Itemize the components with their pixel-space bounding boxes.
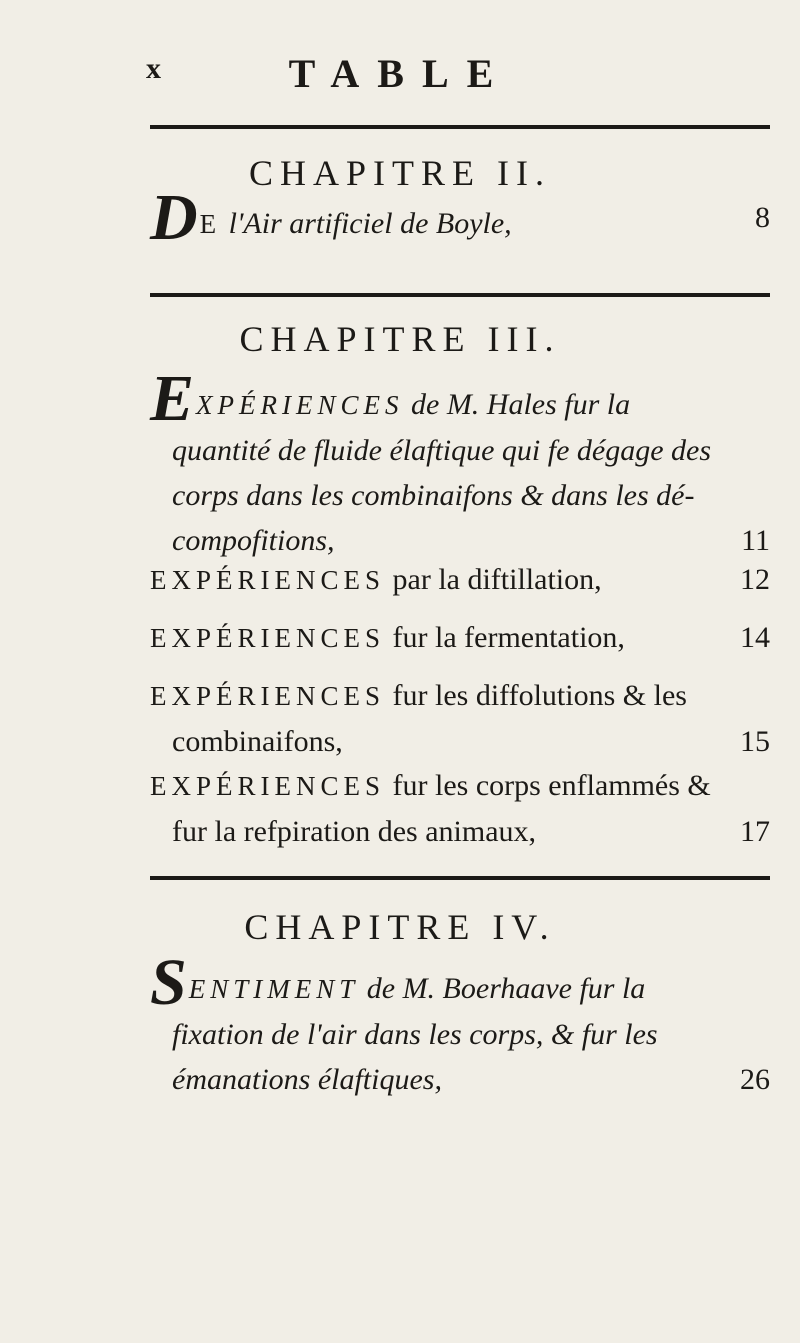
- entry-page: 26: [740, 1063, 770, 1096]
- drop-cap: E: [150, 362, 195, 435]
- entry-page: 17: [740, 815, 770, 848]
- entry-page: 8: [755, 201, 770, 234]
- entry-lead: E: [199, 209, 222, 239]
- chapter-3-entry-5: [150, 763, 770, 854]
- entry-lead: EXPÉRIENCES: [150, 771, 386, 801]
- entry-lead: EXPÉRIENCES: [150, 623, 386, 653]
- entry-lead: ENTIMENT: [188, 974, 360, 1004]
- entry-text: émanations élaftiques,: [172, 1063, 442, 1096]
- chapter-2-entry: [150, 181, 770, 254]
- chapter-3-entry-4: [150, 673, 770, 764]
- drop-cap: D: [150, 181, 198, 254]
- entry-text: quantité de fluide élaftique qui fe dégage des: [172, 434, 712, 467]
- entry-text: corps dans les combinaifons & dans les dé-: [172, 479, 695, 512]
- entry-text: l'Air artificiel de Boyle,: [228, 207, 512, 240]
- page-number: x: [146, 52, 161, 85]
- entry-text: compofitions,: [172, 524, 335, 557]
- chapter-3-heading: CHAPITRE III.: [239, 319, 561, 359]
- entry-lead: EXPÉRIENCES: [150, 681, 386, 711]
- entry-text: fur la refpiration des animaux,: [172, 815, 537, 848]
- top-rule: [150, 125, 770, 129]
- entry-text: fixation de l'air dans les corps, & fur les: [172, 1018, 658, 1051]
- entry-text: de M. Boerhaave fur la: [366, 972, 646, 1005]
- chapter-3-entry-1: [150, 362, 770, 563]
- entry-text: fur les diffolutions & les: [392, 679, 687, 712]
- entry-text: fur les corps enflammés &: [392, 769, 711, 802]
- drop-cap: S: [150, 946, 187, 1019]
- running-title: TABLE: [288, 51, 512, 96]
- entry-text: fur la fermentation,: [392, 621, 625, 654]
- chapter-3-entry-3: [150, 615, 770, 661]
- entry-text: par la diftillation,: [392, 563, 602, 596]
- entry-text: de M. Hales fur la: [411, 388, 631, 421]
- entry-lead: XPÉRIENCES: [196, 390, 404, 420]
- entry-page: 15: [740, 725, 770, 758]
- page-header: [0, 50, 800, 100]
- chapter-4-heading: CHAPITRE IV.: [244, 907, 556, 947]
- chapter-3-entry-2: [150, 557, 770, 603]
- entry-page: 14: [740, 621, 770, 654]
- entry-page: 12: [740, 563, 770, 596]
- chapter-4-entry: [150, 946, 770, 1102]
- entry-page: 11: [741, 524, 770, 557]
- entry-text: combinaifons,: [172, 725, 343, 758]
- chapter-rule: [150, 293, 770, 297]
- chapter-2-heading: CHAPITRE II.: [249, 153, 551, 193]
- entry-lead: EXPÉRIENCES: [150, 565, 386, 595]
- chapter-rule: [150, 876, 770, 880]
